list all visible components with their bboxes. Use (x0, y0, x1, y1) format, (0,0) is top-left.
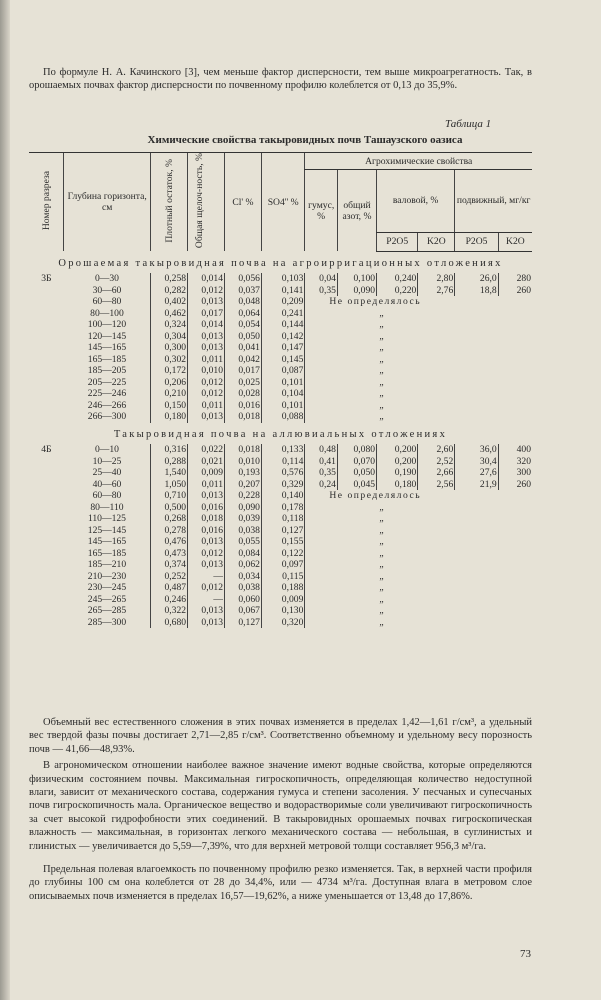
ditto-cell: „ (305, 594, 532, 606)
so4-cell: 0,009 (261, 594, 304, 606)
so4-cell: 0,145 (261, 354, 304, 366)
cl-cell: 0,084 (225, 548, 262, 560)
header-alkalinity: Общая щелоч-ность, % (188, 153, 225, 252)
depth-cell: 210—230 (87, 570, 127, 582)
intro-paragraph (29, 66, 532, 93)
empty-cell (29, 559, 64, 571)
cl-cell: 0,042 (225, 354, 262, 366)
table-row (29, 548, 532, 560)
nitrogen-cell: 0,090 (337, 285, 376, 297)
depth-cell: 125—145 (87, 524, 127, 536)
ditto-cell: „ (305, 582, 532, 594)
gross-k2o-cell: 2,60 (418, 444, 455, 456)
nitrogen-cell: 0,080 (337, 444, 376, 456)
paragraph-2: В агрономическом отношении наиболее важное значение имеют водные свойства, которые определяются физическим состоянием почвы. Максимальная гигроскопичность, определяющая количество недоступной влаги, зависит от механического состава, содержания гумуса и степени засоления. У песчаных и супесчаных почв гигроскопичность мала. Органическое вещество и водорастворимые соли увеличивают гигроскопичность за счет высокой гидрофобности этих соединений. В такыровидных орошаемых почвах гигроскопическая влажность — максимальная, в горизонтах легкого механического состава — небольшая, в суглинистых и глинистых — увеличивается до 5,59—7,39%, что для верхней метровой толщи составляет 956,3 м³/га. (29, 760, 532, 852)
so4-cell: 0,188 (261, 582, 304, 594)
cl-cell: 0,039 (225, 513, 262, 525)
so4-cell: 0,115 (261, 571, 304, 583)
paragraph-1: Объемный вес естественного сложения в этих почвах изменяется в пределах 1,42—1,61 г/см³, а удельный вес твердой фазы почвы достигает 2,71—2,85 г/см³. Соответственно объемному и удельному весу порозность почв — 41,66—48,93%. (29, 717, 532, 755)
residue-cell: 0,500 (151, 502, 188, 514)
gross-p2o5-cell: 0,190 (377, 467, 418, 479)
cl-cell: 0,038 (225, 525, 262, 537)
depth-cell: 185—205 (87, 365, 127, 377)
empty-cell (29, 456, 64, 468)
table-row (29, 467, 532, 479)
header-mobile: подвижный, мг/кг (455, 170, 532, 233)
not-determined-cell: Не определялось (305, 296, 532, 308)
empty-cell (29, 411, 64, 423)
residue-cell: 0,300 (151, 342, 188, 354)
nitrogen-cell: 0,100 (337, 273, 376, 285)
chemical-properties-table (29, 152, 532, 628)
alkalinity-cell: 0,012 (188, 548, 225, 560)
mobile-p2o5-cell: 30,4 (455, 456, 498, 468)
alkalinity-cell: 0,013 (188, 331, 225, 343)
mobile-k2o-cell: 400 (498, 444, 532, 456)
alkalinity-cell: 0,014 (188, 273, 225, 285)
empty-cell (29, 594, 64, 606)
gross-k2o-cell: 2,80 (418, 273, 455, 285)
alkalinity-cell: 0,012 (188, 285, 225, 297)
header-gross: валовой, % (377, 170, 455, 233)
table-row (29, 571, 532, 583)
table-caption: Таблица 1 (445, 118, 492, 130)
nitrogen-cell: 0,050 (337, 467, 376, 479)
ditto-cell: „ (305, 548, 532, 560)
depth-cell: 120—145 (87, 330, 127, 342)
residue-cell: 0,258 (151, 273, 188, 285)
table-row (29, 605, 532, 617)
mobile-k2o-cell: 280 (498, 273, 532, 285)
depth-cell: 80—100 (90, 307, 124, 319)
ditto-cell: „ (305, 502, 532, 514)
residue-cell: 0,487 (151, 582, 188, 594)
empty-cell (29, 582, 64, 594)
mobile-k2o-cell: 320 (498, 456, 532, 468)
depth-cell: 145—165 (87, 536, 127, 548)
humus-cell: 0,04 (305, 273, 338, 285)
table-title: Химические свойства такыровидных почв Ташаузского оазиса (147, 134, 463, 146)
alkalinity-cell: 0,009 (188, 467, 225, 479)
cl-cell: 0,018 (225, 444, 262, 456)
empty-cell (29, 467, 64, 479)
cl-cell: 0,060 (225, 594, 262, 606)
empty-cell (29, 296, 64, 308)
mobile-p2o5-cell: 18,8 (455, 285, 498, 297)
depth-cell: 80—110 (90, 501, 124, 513)
residue-cell: 0,322 (151, 605, 188, 617)
depth-cell: 165—185 (87, 353, 127, 365)
empty-cell (29, 490, 64, 502)
cl-cell: 0,064 (225, 308, 262, 320)
so4-cell: 0,087 (261, 365, 304, 377)
alkalinity-cell: 0,013 (188, 296, 225, 308)
residue-cell: 0,278 (151, 525, 188, 537)
depth-cell: 245—265 (87, 593, 127, 605)
empty-cell (29, 331, 64, 343)
humus-cell: 0,41 (305, 456, 338, 468)
section-id: 4Б (41, 444, 52, 456)
cl-cell: 0,062 (225, 559, 262, 571)
table-row (29, 354, 532, 366)
so4-cell: 0,097 (261, 559, 304, 571)
body-text (29, 716, 532, 903)
depth-cell: 230—245 (87, 582, 127, 594)
residue-cell: 0,304 (151, 331, 188, 343)
empty-cell (29, 308, 64, 320)
paragraph-3: Предельная полевая влагоемкость по почвенному профилю резко изменяется. Так, в верхней части профиля до глубины 100 см она колеблется от 28 до 34,4%, или — 4734 м³/га. Доступная влага в метровом слое описываемых почв изменяется в пределах 16,57—19,62%, а ниже уменьшается от 13,48 до 17,86%. (29, 864, 532, 902)
depth-cell: 165—185 (87, 547, 127, 559)
empty-cell (29, 571, 64, 583)
header-p2o5-mobile: P2O5 (455, 232, 498, 251)
header-k2o: K2O (418, 232, 455, 251)
humus-cell: 0,35 (305, 285, 338, 297)
alkalinity-cell: 0,021 (188, 456, 225, 468)
cl-cell: 0,090 (225, 502, 262, 514)
ditto-cell: „ (305, 308, 532, 320)
mobile-p2o5-cell: 26,0 (455, 273, 498, 285)
humus-cell: 0,48 (305, 444, 338, 456)
so4-cell: 0,118 (261, 513, 304, 525)
depth-cell: 100—120 (87, 319, 127, 331)
empty-cell (29, 513, 64, 525)
residue-cell: 0,462 (151, 308, 188, 320)
ditto-cell: „ (305, 617, 532, 629)
cl-cell: 0,127 (225, 617, 262, 629)
alkalinity-cell: 0,022 (188, 444, 225, 456)
not-determined-cell: Не определялось (305, 490, 532, 502)
so4-cell: 0,088 (261, 411, 304, 423)
table-row (29, 582, 532, 594)
intro-text: По формуле Н. А. Качинского [3], чем меньше фактор дисперсности, тем выше микроагрегатность. Так, в орошаемых почвах фактор дисперсности по почвенному профилю колеблется от 0,13 до 35,9%. (29, 67, 532, 92)
cl-cell: 0,037 (225, 285, 262, 297)
depth-cell: 10—25 (92, 455, 122, 467)
empty-cell (29, 400, 64, 412)
depth-cell: 30—60 (92, 284, 122, 296)
depth-cell: 246—266 (87, 399, 127, 411)
table-row (29, 331, 532, 343)
so4-cell: 0,209 (261, 296, 304, 308)
humus-cell: 0,35 (305, 467, 338, 479)
so4-cell: 0,101 (261, 400, 304, 412)
ditto-cell: „ (305, 525, 532, 537)
residue-cell: 0,252 (151, 571, 188, 583)
section-2-title: Такыровидная почва на аллювиальных отложениях (113, 428, 448, 440)
so4-cell: 0,141 (261, 285, 304, 297)
table-row (29, 285, 532, 297)
residue-cell: 0,324 (151, 319, 188, 331)
depth-cell: 40—60 (92, 478, 122, 490)
residue-cell: 0,710 (151, 490, 188, 502)
cl-cell: 0,193 (225, 467, 262, 479)
cl-cell: 0,056 (225, 273, 262, 285)
ditto-cell: „ (305, 559, 532, 571)
header-cl: Cl' % (225, 153, 262, 252)
nitrogen-cell: 0,045 (337, 479, 376, 491)
alkalinity-cell: 0,013 (188, 411, 225, 423)
table-row (29, 525, 532, 537)
ditto-cell: „ (305, 571, 532, 583)
alkalinity-cell: 0,010 (188, 365, 225, 377)
header-section-no: Номер разреза (29, 153, 64, 252)
cl-cell: 0,050 (225, 331, 262, 343)
cl-cell: 0,067 (225, 605, 262, 617)
empty-cell (29, 525, 64, 537)
depth-cell: 145—165 (87, 342, 127, 354)
residue-cell: 0,288 (151, 456, 188, 468)
gross-k2o-cell: 2,76 (418, 285, 455, 297)
empty-cell (29, 342, 64, 354)
gross-p2o5-cell: 0,200 (377, 456, 418, 468)
humus-cell: 0,24 (305, 479, 338, 491)
so4-cell: 0,144 (261, 319, 304, 331)
alkalinity-cell: 0,017 (188, 308, 225, 320)
cl-cell: 0,028 (225, 388, 262, 400)
so4-cell: 0,133 (261, 444, 304, 456)
residue-cell: 1,050 (151, 479, 188, 491)
so4-cell: 0,320 (261, 617, 304, 629)
so4-cell: 0,103 (261, 273, 304, 285)
empty-cell (29, 365, 64, 377)
depth-cell: 0—10 (94, 444, 119, 456)
depth-cell: 265—285 (87, 605, 127, 617)
residue-cell: 0,402 (151, 296, 188, 308)
gross-k2o-cell: 2,66 (418, 467, 455, 479)
gross-p2o5-cell: 0,240 (377, 273, 418, 285)
gross-p2o5-cell: 0,200 (377, 444, 418, 456)
depth-cell: 205—225 (87, 376, 127, 388)
residue-cell: 0,316 (151, 444, 188, 456)
cl-cell: 0,055 (225, 536, 262, 548)
cl-cell: 0,054 (225, 319, 262, 331)
cl-cell: 0,018 (225, 411, 262, 423)
table-row (29, 594, 532, 606)
so4-cell: 0,155 (261, 536, 304, 548)
gross-p2o5-cell: 0,180 (377, 479, 418, 491)
table-row (29, 377, 532, 389)
table-row (29, 559, 532, 571)
cl-cell: 0,041 (225, 342, 262, 354)
residue-cell: 0,206 (151, 377, 188, 389)
alkalinity-cell: 0,013 (188, 536, 225, 548)
gross-k2o-cell: 2,52 (418, 456, 455, 468)
empty-cell (29, 617, 64, 629)
so4-cell: 0,329 (261, 479, 304, 491)
depth-cell: 110—125 (87, 513, 126, 525)
alkalinity-cell: 0,013 (188, 617, 225, 629)
mobile-p2o5-cell: 21,9 (455, 479, 498, 491)
residue-cell: 0,246 (151, 594, 188, 606)
empty-cell (29, 377, 64, 389)
so4-cell: 0,104 (261, 388, 304, 400)
table-row (29, 536, 532, 548)
empty-cell (29, 502, 64, 514)
cl-cell: 0,017 (225, 365, 262, 377)
cl-cell: 0,048 (225, 296, 262, 308)
depth-cell: 60—80 (92, 296, 122, 308)
ditto-cell: „ (305, 513, 532, 525)
alkalinity-cell: 0,013 (188, 342, 225, 354)
alkalinity-cell: 0,013 (188, 559, 225, 571)
residue-cell: 0,150 (151, 400, 188, 412)
so4-cell: 0,178 (261, 502, 304, 514)
ditto-cell: „ (305, 331, 532, 343)
table-row (29, 444, 532, 456)
cl-cell: 0,025 (225, 377, 262, 389)
cl-cell: 0,034 (225, 571, 262, 583)
header-p2o5: P2O5 (377, 232, 418, 251)
residue-cell: 0,374 (151, 559, 188, 571)
alkalinity-cell: 0,012 (188, 388, 225, 400)
residue-cell: 0,268 (151, 513, 188, 525)
cl-cell: 0,228 (225, 490, 262, 502)
so4-cell: 0,241 (261, 308, 304, 320)
depth-cell: 60—80 (92, 490, 122, 502)
cl-cell: 0,010 (225, 456, 262, 468)
ditto-cell: „ (305, 400, 532, 412)
empty-cell (29, 605, 64, 617)
alkalinity-cell: 0,011 (188, 354, 225, 366)
so4-cell: 0,147 (261, 342, 304, 354)
empty-cell (29, 354, 64, 366)
table-row (29, 479, 532, 491)
mobile-p2o5-cell: 27,6 (455, 467, 498, 479)
table-row (29, 273, 532, 285)
depth-cell: 25—40 (92, 467, 122, 479)
table-row (29, 365, 532, 377)
header-depth: Глубина горизонта, см (64, 153, 151, 252)
so4-cell: 0,114 (261, 456, 304, 468)
residue-cell: 0,302 (151, 354, 188, 366)
header-agro: Агрохимические свойства (305, 153, 532, 170)
so4-cell: 0,142 (261, 331, 304, 343)
alkalinity-cell: 0,012 (188, 377, 225, 389)
book-binding-shadow (0, 0, 10, 1000)
section-id: 3Б (41, 273, 52, 285)
alkalinity-cell: 0,016 (188, 502, 225, 514)
depth-cell: 0—30 (94, 273, 119, 285)
alkalinity-cell: 0,013 (188, 605, 225, 617)
table-row (29, 513, 532, 525)
depth-cell: 225—246 (87, 388, 127, 400)
empty-cell (29, 536, 64, 548)
alkalinity-cell: 0,011 (188, 479, 225, 491)
empty-cell (29, 285, 64, 297)
so4-cell: 0,127 (261, 525, 304, 537)
cl-cell: 0,038 (225, 582, 262, 594)
table-row (29, 400, 532, 412)
header-humus: гумус, % (305, 170, 338, 252)
so4-cell: 0,130 (261, 605, 304, 617)
alkalinity-cell: 0,016 (188, 525, 225, 537)
table-row (29, 388, 532, 400)
alkalinity-cell: — (188, 594, 225, 606)
ditto-cell: „ (305, 354, 532, 366)
section-1-title: Орошаемая такыровидная почва на агроирригационных отложениях (58, 257, 503, 269)
ditto-cell: „ (305, 365, 532, 377)
mobile-k2o-cell: 300 (498, 467, 532, 479)
so4-cell: 0,122 (261, 548, 304, 560)
table-row (29, 490, 532, 502)
residue-cell: 1,540 (151, 467, 188, 479)
depth-cell: 185—210 (87, 559, 127, 571)
page-number: 73 (520, 948, 531, 960)
ditto-cell: „ (305, 319, 532, 331)
cl-cell: 0,016 (225, 400, 262, 412)
header-nitrogen: общий азот, % (337, 170, 376, 252)
alkalinity-cell: 0,013 (188, 490, 225, 502)
alkalinity-cell: 0,014 (188, 319, 225, 331)
table-row (29, 411, 532, 423)
so4-cell: 0,576 (261, 467, 304, 479)
gross-k2o-cell: 2,56 (418, 479, 455, 491)
ditto-cell: „ (305, 411, 532, 423)
table-row (29, 617, 532, 629)
mobile-k2o-cell: 260 (498, 479, 532, 491)
mobile-k2o-cell: 260 (498, 285, 532, 297)
nitrogen-cell: 0,070 (337, 456, 376, 468)
section-2-body (29, 423, 532, 629)
gross-p2o5-cell: 0,220 (377, 285, 418, 297)
alkalinity-cell: — (188, 571, 225, 583)
empty-cell (29, 479, 64, 491)
table-row (29, 296, 532, 308)
residue-cell: 0,680 (151, 617, 188, 629)
residue-cell: 0,473 (151, 548, 188, 560)
residue-cell: 0,180 (151, 411, 188, 423)
empty-cell (29, 388, 64, 400)
cl-cell: 0,207 (225, 479, 262, 491)
ditto-cell: „ (305, 377, 532, 389)
table-row (29, 308, 532, 320)
table-row (29, 342, 532, 354)
alkalinity-cell: 0,012 (188, 582, 225, 594)
section-1-body (29, 251, 532, 423)
residue-cell: 0,172 (151, 365, 188, 377)
alkalinity-cell: 0,011 (188, 400, 225, 412)
ditto-cell: „ (305, 342, 532, 354)
table-row (29, 502, 532, 514)
depth-cell: 266—300 (87, 411, 127, 423)
header-so4: SO4'' % (261, 153, 304, 252)
table-row (29, 319, 532, 331)
ditto-cell: „ (305, 536, 532, 548)
empty-cell (29, 548, 64, 560)
alkalinity-cell: 0,018 (188, 513, 225, 525)
residue-cell: 0,210 (151, 388, 188, 400)
residue-cell: 0,282 (151, 285, 188, 297)
so4-cell: 0,140 (261, 490, 304, 502)
so4-cell: 0,101 (261, 377, 304, 389)
depth-cell: 285—300 (87, 616, 127, 628)
ditto-cell: „ (305, 388, 532, 400)
ditto-cell: „ (305, 605, 532, 617)
table-row (29, 456, 532, 468)
empty-cell (29, 319, 64, 331)
residue-cell: 0,476 (151, 536, 188, 548)
header-k2o-mobile: K2O (498, 232, 532, 251)
header-residue: Плотный остаток, % (151, 153, 188, 252)
mobile-p2o5-cell: 36,0 (455, 444, 498, 456)
